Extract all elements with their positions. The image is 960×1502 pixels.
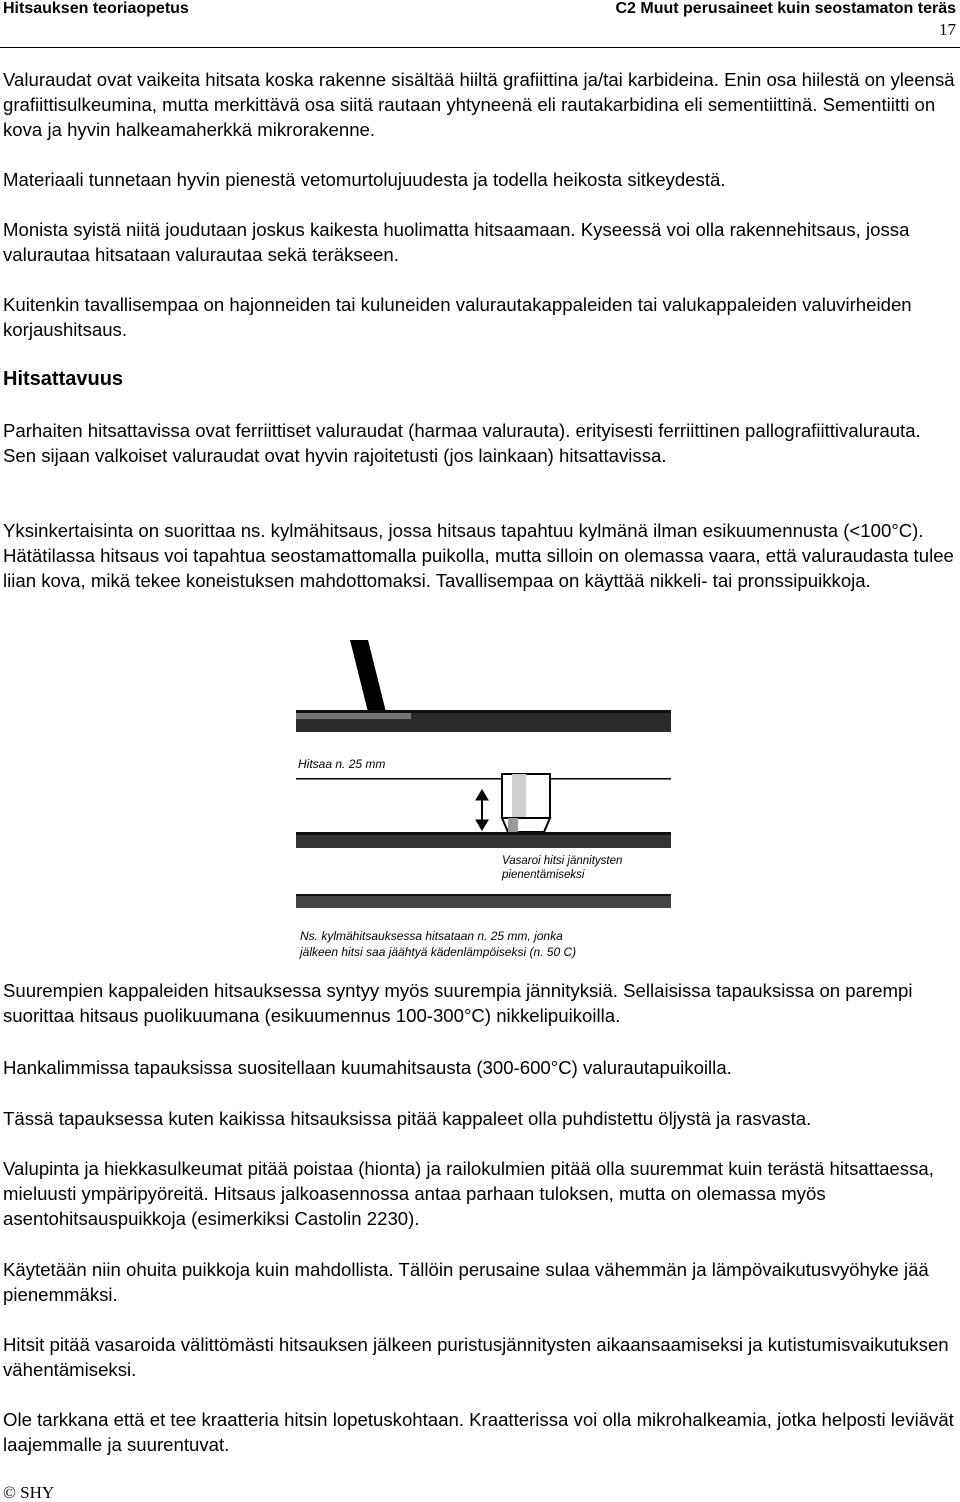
- double-arrow-icon: [476, 790, 488, 830]
- cold-welding-illustration: [290, 628, 675, 966]
- figure-caption-1: Ns. kylmähitsauksessa hitsataan n. 25 mm, jonka: [300, 929, 563, 943]
- figure-divider: [296, 778, 671, 780]
- page-number: 17: [939, 20, 956, 39]
- bottom-plate: [296, 894, 671, 908]
- paragraph-material: Materiaali tunnetaan hyvin pienestä vetomurtolujuudesta ja todella heikosta sitkeydestä.: [3, 169, 726, 190]
- paragraph-larger-pieces: Suurempien kappaleiden hitsauksessa syntyy myös suurempia jännityksiä. Sellaisissa tapauksissa on parempi suorittaa hitsaus puolikuumana (esikuumennus 100-300°C) nikkelipuikoilla.: [3, 980, 913, 1026]
- hammer-icon: [502, 774, 550, 832]
- paragraph-craters: Ole tarkkana että et tee kraatteria hitsin lopetuskohtaan. Kraatterissa voi olla mikrohalkeamia, jotka helposti leviävät laajemmalle ja suurentuvat.: [3, 1409, 954, 1455]
- header-chapter-title: C2 Muut perusaineet kuin seostamaton teräs: [615, 0, 956, 17]
- paragraph-intro: Valuraudat ovat vaikeita hitsata koska rakenne sisältää hiiltä grafiittina ja/tai karbideina. Enin osa hiilestä on yleensä grafiittisulkeumina, mutta merkittävä osa siitä rautaan yhtyneenä eli rautakarbidina eli sementiittinä. Sementiitti on kova ja hyvin halkeamaherkkä mikrorakenne.: [3, 69, 955, 140]
- paragraph-cleaning: Tässä tapauksessa kuten kaikissa hitsauksissa pitää kappaleet olla puhdistettu öljystä ja rasvasta.: [3, 1108, 812, 1129]
- paragraph-repair: Kuitenkin tavallisempaa on hajonneiden tai kuluneiden valurautakappaleiden tai valukappaleiden valuvirheiden korjaushitsaus.: [3, 294, 912, 340]
- electrode-shape: [350, 640, 388, 720]
- footer-copyright: © SHY: [3, 1483, 55, 1502]
- paragraph-reasons: Monista syistä niitä joudutaan joskus kaikesta huolimatta hitsaamaan. Kyseessä voi olla rakennehitsaus, jossa valurautaa hitsataan valurautaa sekä teräkseen.: [3, 219, 910, 265]
- header-document-title: Hitsauksen teoriaopetus: [3, 0, 189, 17]
- paragraph-surface-prep: Valupinta ja hiekkasulkeumat pitää poistaa (hionta) ja railokulmien pitää olla suuremmat kuin terästä hitsattaessa, mieluusti ympäripyöreitä. Hitsaus jalkoasennossa antaa parhaan tuloksen, mutta on olemassa myös asentohitsauspuikkoja (esimerkiksi Castolin 2230).: [3, 1158, 934, 1229]
- section-heading: Hitsattavuus: [3, 368, 124, 390]
- figure-label-hammer-2: pienentämiseksi: [502, 869, 585, 881]
- paragraph-hot-welding: Hankalimmissa tapauksissa suositellaan kuumahitsausta (300-600°C) valurautapuikoilla.: [3, 1057, 732, 1078]
- paragraph-peening: Hitsit pitää vasaroida välittömästi hitsauksen jälkeen puristusjännitysten aikaansaamiseksi ja kutistumisvaikutuksen vähentämiseksi.: [3, 1334, 949, 1380]
- figure-caption-2: jälkeen hitsi saa jäähtyä kädenlämpöiseksi (n. 50 C): [300, 945, 577, 959]
- header-divider: [0, 47, 960, 48]
- paragraph-thin-electrodes: Käytetään niin ohuita puikkoja kuin mahdollista. Tällöin perusaine sulaa vähemmän ja lämpövaikutusvyöhyke jää pienemmäksi.: [3, 1259, 929, 1305]
- paragraph-cold-welding: Yksinkertaisinta on suorittaa ns. kylmähitsaus, jossa hitsaus tapahtuu kylmänä ilman esikuumennusta (<100°C). Hätätilassa hitsaus voi tapahtua seostamattomalla puikolla, mutta silloin on olemassa vaara, että valuraudasta tulee liian kova, mikä tekee koneistuksen mahdottomaksi. Tavallisempaa on käyttää nikkeli- tai pronssipuikkoja.: [3, 520, 954, 591]
- figure-label-hammer-1: Vasaroi hitsi jännitysten: [502, 855, 623, 867]
- figure-label-weld: Hitsaa n. 25 mm: [298, 757, 386, 771]
- paragraph-weldability: Parhaiten hitsattavissa ovat ferriittiset valuraudat (harmaa valurauta). erityisesti ferriittinen pallografiittivalurauta. Sen sijaan valkoiset valuraudat ovat hyvin rajoitetusti (jos lainkaan) hitsattavissa.: [3, 420, 921, 466]
